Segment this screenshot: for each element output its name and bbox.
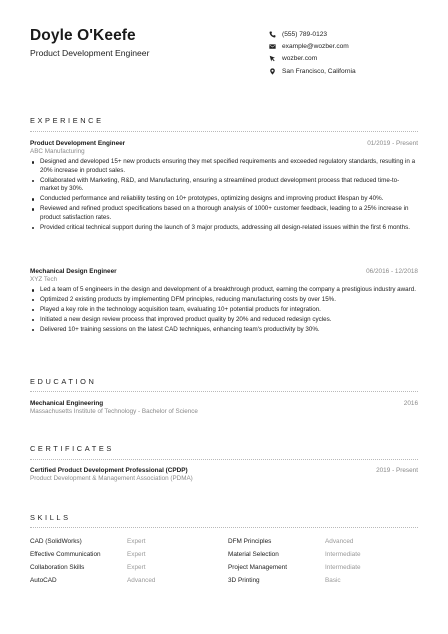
job-company: ABC Manufacturing [30,148,85,155]
skill-row [30,535,418,548]
job-bullet: Played a key role in the technology acquisition team, evaluating 10+ potential products for integration. [30,306,418,315]
skill-level: Intermediate [325,563,361,571]
contact-block [268,28,356,77]
location-text: San Francisco, California [282,67,356,75]
job-title: Mechanical Design Engineer [30,268,117,275]
skill-level: Expert [127,563,146,571]
skill-name: Effective Communication [30,550,101,558]
section-title-experience: EXPERIENCE [30,116,104,125]
skill-level: Intermediate [325,550,361,558]
section-divider [30,459,418,460]
job-bullet: Designed and developed 15+ new products ensuring they met specified requirements and exceeded regulatory standards, resulting in a 20% increase in product sales. [30,158,418,175]
skill-name: Material Selection [228,550,279,558]
job-bullet: Reviewed and refined product specifications based on a thorough analysis of 1000+ customer feedback, leading to a 25% increase in product satisfaction rates. [30,205,418,222]
skill-level: Basic [325,576,341,584]
envelope-icon [268,42,276,50]
certificate-name: Certified Product Development Professional (CPDP) [30,467,188,474]
contact-email [268,40,356,52]
job-bullet: Delivered 10+ training sessions on the latest CAD techniques, enhancing team's productivity by 30%. [30,326,418,335]
contact-phone [268,28,356,40]
skill-level: Expert [127,550,146,558]
skill-name: Collaboration Skills [30,563,85,571]
job-bullet: Provided critical technical support during the launch of 3 major products, addressing all design-related issues within the first 6 months. [30,224,418,233]
skill-name: AutoCAD [30,576,57,584]
education-school: Massachusetts Institute of Technology - Bachelor of Science [30,408,198,415]
contact-website [268,53,356,65]
certificate-entry [30,467,418,482]
skills-grid [30,535,418,587]
section-divider [30,131,418,132]
skill-row [30,574,418,587]
skill-level: Advanced [325,537,354,545]
skill-level: Advanced [127,576,156,584]
job-bullets [30,286,418,334]
candidate-name: Doyle O'Keefe [30,27,136,44]
job-date: 06/2016 - 12/2018 [366,268,418,275]
skill-name: CAD (SolidWorks) [30,537,82,545]
job-company: XYZ Tech [30,276,58,283]
skill-level: Expert [127,537,146,545]
certificate-date: 2019 - Present [376,467,418,474]
skill-name: DFM Principles [228,537,272,545]
job-bullet: Initiated a new design review process that improved product quality by 20% and reduced redesign cycles. [30,316,418,325]
phone-text: (555) 789-0123 [282,30,328,38]
section-title-skills: SKILLS [30,513,71,522]
job-title: Product Development Engineer [30,140,126,147]
job-date: 01/2019 - Present [367,140,418,147]
cursor-icon [268,55,276,63]
candidate-role: Product Development Engineer [30,48,150,58]
job-bullet: Optimized 2 existing products by implementing DFM principles, reducing manufacturing costs by over 15%. [30,296,418,305]
job-entry [30,268,418,335]
email-text: example@wozber.com [282,42,349,50]
job-bullet: Collaborated with Marketing, R&D, and Manufacturing, ensuring a streamlined product development process that reduced time-to-market by 30%. [30,177,418,194]
education-entry [30,400,418,415]
job-bullets [30,158,418,232]
certificate-issuer: Product Development & Management Association (PDMA) [30,475,193,482]
section-title-education: EDUCATION [30,377,97,386]
education-year: 2016 [403,400,418,407]
skill-row [30,561,418,574]
skill-row [30,548,418,561]
job-bullet: Led a team of 5 engineers in the design and development of a breakthrough product, earning the company a prestigious industry award. [30,286,418,295]
section-title-certificates: CERTIFICATES [30,444,114,453]
job-bullet: Conducted performance and reliability testing on 10+ prototypes, optimizing designs and improving product lifespan by 40%. [30,195,418,204]
education-degree: Mechanical Engineering [30,400,104,407]
section-divider [30,391,418,392]
website-text: wozber.com [282,55,318,63]
skill-name: 3D Printing [228,576,260,584]
phone-icon [268,30,276,38]
section-divider [30,527,418,528]
contact-location [268,65,356,77]
job-entry [30,140,418,234]
skill-name: Project Management [228,563,287,571]
location-pin-icon [268,67,276,75]
